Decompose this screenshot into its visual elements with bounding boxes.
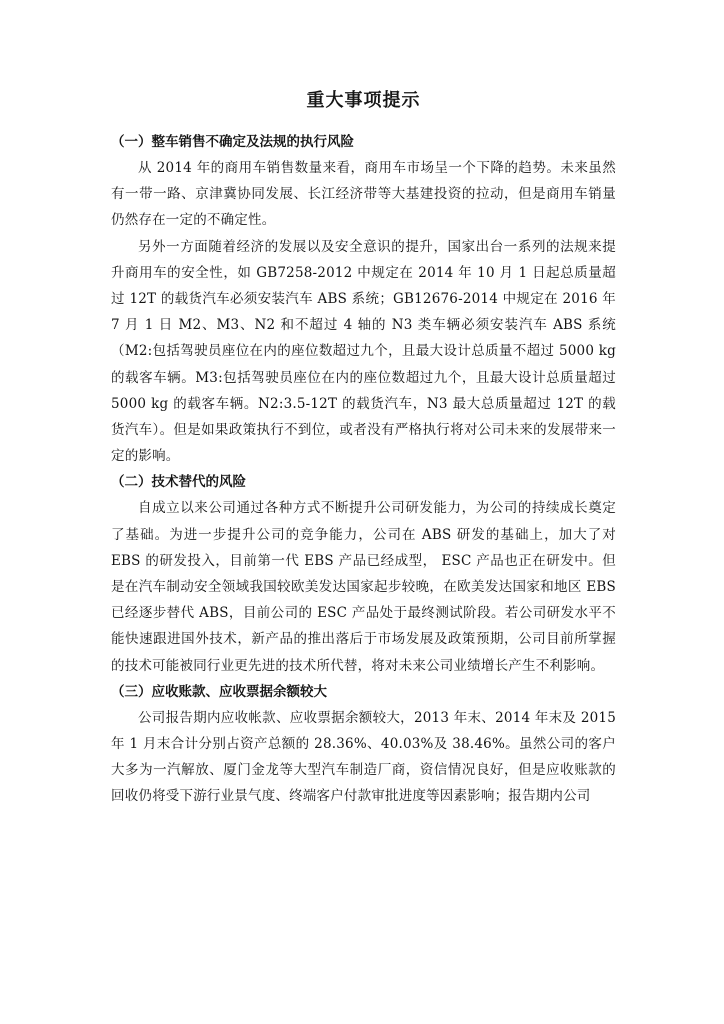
paragraph: 自成立以来公司通过各种方式不断提升公司研发能力，为公司的持续成长奠定了基础。为进一步提升公司的竞争能力，公司在 ABS 研发的基础上，加大了对 EBS 的研发投入，目前第一代 EBS 产品已经成型， ESC 产品也正在研发中。但是在汽车制动安全领域我国较欧美发达国家起步较晚，在欧美发达国家和地区 EBS 已经逐步替代 ABS，目前公司的 ESC 产品处于最终测试阶段。若公司研发水平不能快速跟进国外技术，新产品的推出落后于市场发展及政策预期，公司目前所掌握的技术可能被同行业更先进的技术所代替，将对未来公司业绩增长产生不利影响。 [111, 500, 616, 674]
section-sales-risk [111, 129, 616, 469]
page-title: 重大事项提示 [306, 90, 421, 111]
section-technology-risk [111, 469, 616, 678]
section-heading: （一）整车销售不确定及法规的执行风险 [111, 134, 354, 150]
section-heading: （三）应收账款、应收票据余额较大 [111, 683, 327, 700]
paragraph: 另外一方面随着经济的发展以及安全意识的提升，国家出台一系列的法规来提升商用车的安全性，如 GB7258-2012 中规定在 2014 年 10 月 1 日起总质量超过 12T 的载货汽车必须安装汽车 ABS 系统；GB12676-2014 中规定在 2016 年 7 月 1 日 M2、M3、N2 和不超过 4 轴的 N3 类车辆必须安装汽车 ABS 系统（M2:包括驾驶员座位在内的座位数超过九个，且最大设计总质量不超过 5000 kg 的载客车辆。M3:包括驾驶员座位在内的座位数超过九个，且最大设计总质量超过 5000 kg 的载客车辆。N2:3.5-12T 的载货汽车，N3 最大总质量超过 12T 的载货汽车）。但是如果政策执行不到位，或者没有严格执行将对公司未来的发展带来一定的影响。 [111, 238, 616, 465]
section-heading: （二）技术替代的风险 [111, 474, 246, 491]
paragraph: 从 2014 年的商用车销售数量来看，商用车市场呈一个下降的趋势。未来虽然有一带一路、京津冀协同发展、长江经济带等大基建投资的拉动，但是商用车销量仍然存在一定的不确定性。 [111, 160, 616, 229]
section-receivables-risk [111, 679, 616, 810]
paragraph: 公司报告期内应收帐款、应收票据余额较大，2013 年末、2014 年末及 2015 年 1 月末合计分别占资产总额的 28.36%、40.03%及 38.46%。虽然公司的客户大多为一汽解放、厦门金龙等大型汽车制造厂商，资信情况良好，但是应收账款的回收仍将受下游行业景气度、终端客户付款审批进度等因素影响；报告期内公司 [111, 709, 616, 805]
